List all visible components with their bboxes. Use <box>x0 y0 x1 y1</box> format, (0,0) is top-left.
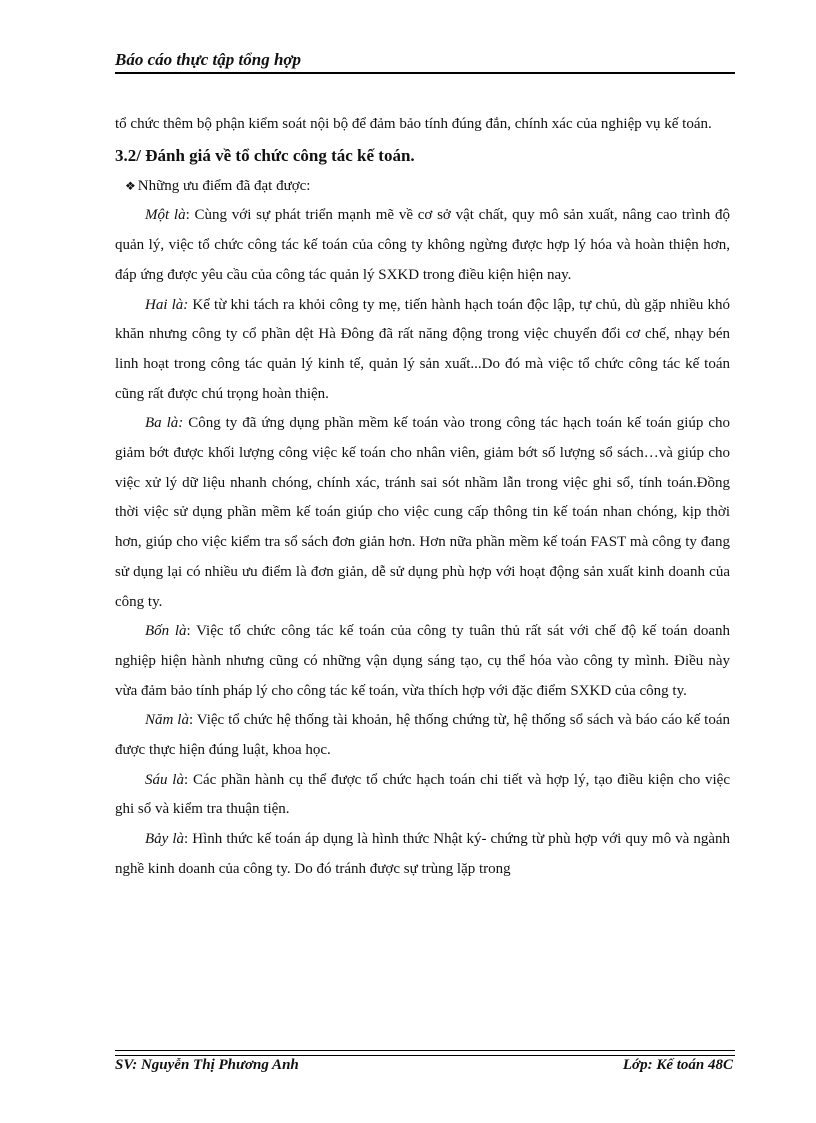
advantage-text: Kể từ khi tách ra khỏi công ty mẹ, tiến hành hạch toán độc lập, tự chủ, dù gặp nhiều khó khăn nhưng công ty cổ phần dệt Hà Đông đã rất năng động trong việc chuyển đổi cơ chế, nhạy bén linh hoạt trong công tác quản lý kinh tế, quản lý sản xuất...Do đó mà việc tổ chức công tác kế toán cũng rất được chú trọng hoàn thiện. <box>115 296 730 402</box>
advantage-lead: Năm là <box>145 712 189 729</box>
advantage-6 <box>115 766 730 825</box>
page-header <box>115 50 735 74</box>
advantage-4 <box>115 617 730 706</box>
advantage-text: Công ty đã ứng dụng phần mềm kế toán vào trong công tác hạch toán kế toán giúp cho giảm bớt được khối lượng công việc kế toán cho nhân viên, giảm bớt số lượng sổ sách…và giúp cho việc xử lý dữ liệu nhanh chóng, chính xác, tránh sai sót nhầm lẫn trong việc ghi sổ, tính toán.Đồng thời việc sử dụng phần mềm kế toán giúp cho việc cung cấp thông tin kế toán nhan chóng, kịp thời hơn, giúp cho việc kiểm tra sổ sách đơn giản hơn. Hơn nữa phần mềm kế toán FAST mà công ty đang sử dụng lại có nhiều ưu điểm là đơn giản, dễ sử dụng phù hợp với hoạt động sản xuất kinh doanh của công ty. <box>115 415 730 610</box>
advantage-lead: Ba là: <box>145 415 184 432</box>
advantage-text: : Hình thức kế toán áp dụng là hình thức Nhật ký- chứng từ phù hợp với quy mô và ngành nghề kinh doanh của công ty. Do đó tránh được sự trùng lặp trong <box>115 831 730 877</box>
advantage-lead: Bốn là <box>145 623 187 640</box>
document-body <box>115 110 730 885</box>
paragraph-continuation: tổ chức thêm bộ phận kiểm soát nội bộ để đảm bảo tính đúng đắn, chính xác của nghiệp vụ kế toán. <box>115 116 712 132</box>
advantage-lead: Hai là: <box>145 296 189 313</box>
advantage-lead: Bảy là <box>145 831 185 848</box>
header-title: Báo cáo thực tập tổng hợp <box>115 50 302 69</box>
bullet-line <box>115 172 730 202</box>
advantage-5 <box>115 706 730 765</box>
footer-divider <box>115 1050 735 1056</box>
advantage-2 <box>115 291 730 410</box>
advantage-lead: Một là <box>145 207 186 224</box>
bullet-text: Những ưu điểm đã đạt được: <box>137 177 311 194</box>
advantage-1 <box>115 201 730 290</box>
footer-student-name: SV: Nguyễn Thị Phương Anh <box>115 1057 299 1073</box>
advantage-text: : Việc tổ chức công tác kế toán của công ty tuân thủ rất sát với chế độ kế toán doanh nghiệp hiện hành nhưng cũng có những vận dụng sáng tạo, cụ thể hóa vào công ty mình. Điều này vừa đảm bảo tính pháp lý cho công tác kế toán, vừa thích hợp với đặc điểm SXKD của công ty. <box>115 623 730 699</box>
advantage-text: : Các phần hành cụ thể được tổ chức hạch toán chi tiết và hợp lý, tạo điều kiện cho việc ghi sổ và kiểm tra thuận tiện. <box>115 771 730 818</box>
diamond-bullet-icon: ❖ <box>125 178 136 193</box>
footer-class: Lớp: Kế toán 48C <box>622 1057 733 1073</box>
section-heading: 3.2/ Đánh giá về tổ chức công tác kế toán. <box>115 145 415 165</box>
advantage-7 <box>115 825 730 884</box>
advantage-text: : Việc tổ chức hệ thống tài khoản, hệ thống chứng từ, hệ thống sổ sách và báo cáo kế toán được thực hiện đúng luật, khoa học. <box>115 712 730 759</box>
advantage-3 <box>115 409 730 617</box>
advantage-text: : Cùng với sự phát triển mạnh mẽ về cơ sở vật chất, quy mô sản xuất, nâng cao trình độ quản lý, việc tổ chức công tác kế toán của công ty không ngừng được hợp lý hóa và hoàn thiện hơn, đáp ứng được yêu cầu của công tác quản lý SXKD trong điều kiện hiện nay. <box>115 207 730 283</box>
advantage-lead: Sáu là <box>145 771 184 788</box>
